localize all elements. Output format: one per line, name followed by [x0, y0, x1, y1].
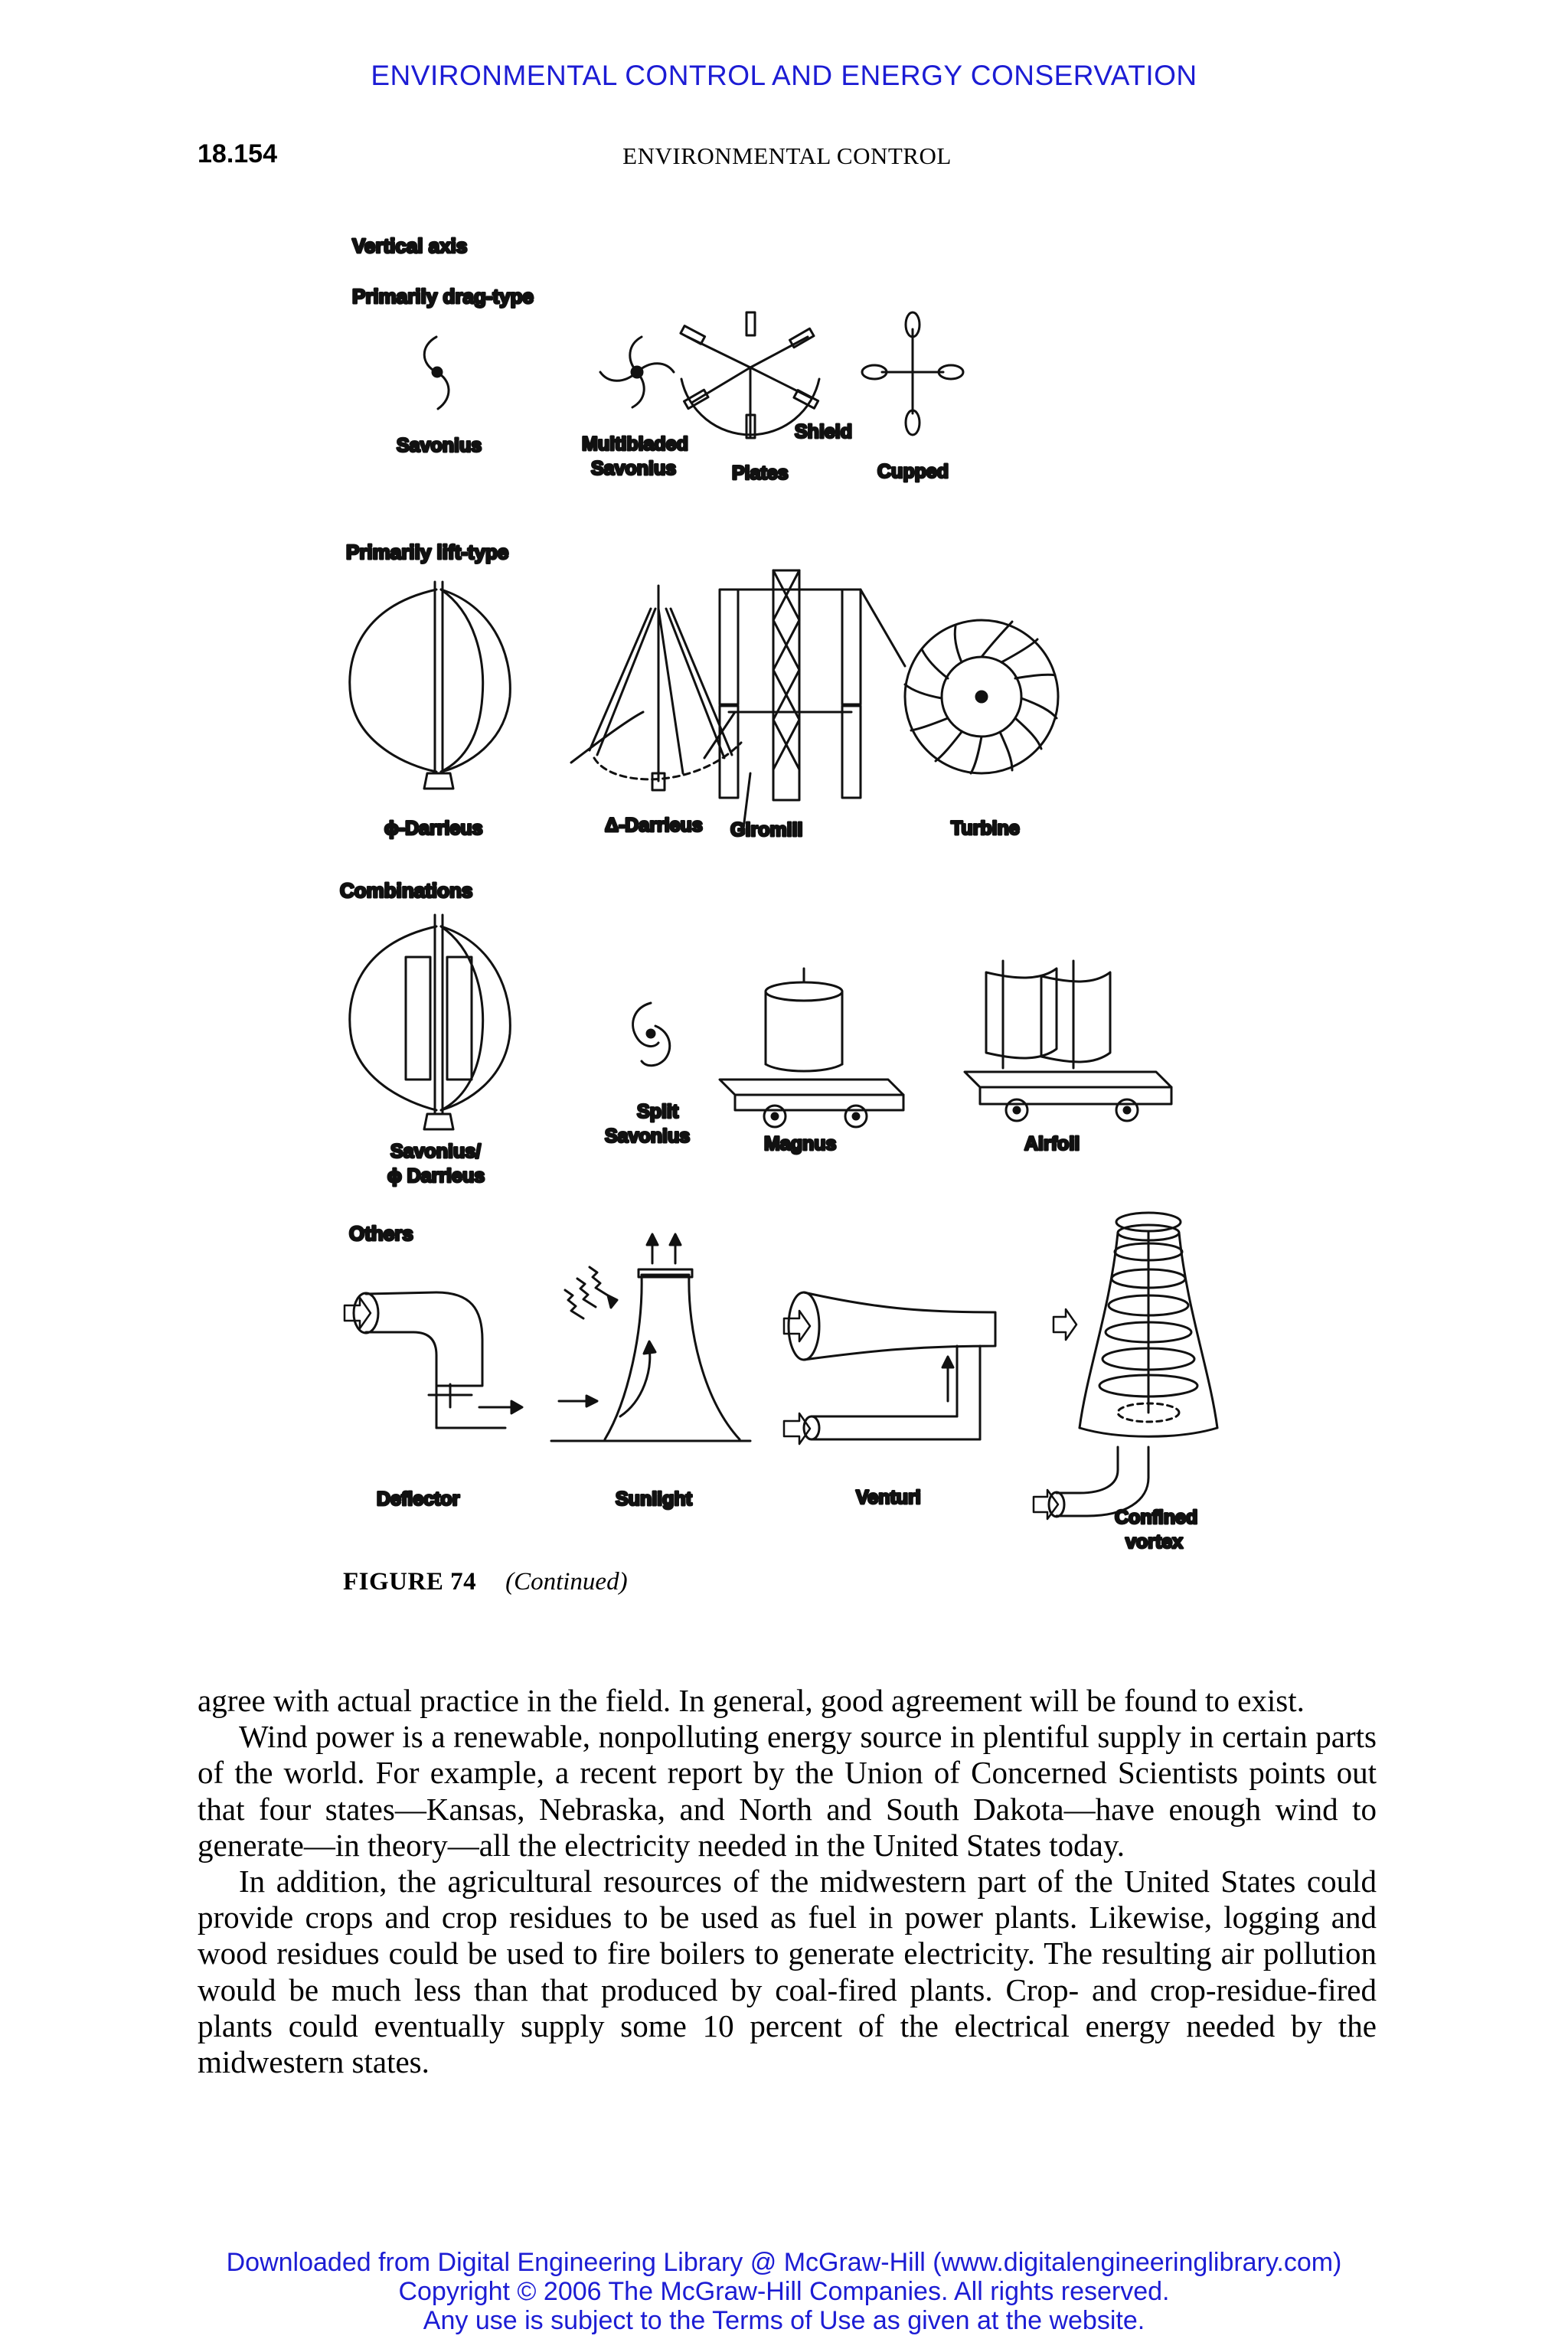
label-confined-1: Confined	[1115, 1507, 1198, 1528]
cupped-rotor	[862, 312, 963, 435]
phi-darrieus-rotor	[350, 582, 511, 789]
figure-label: FIGURE 74	[343, 1568, 477, 1596]
paragraph-3: In addition, the agricultural resources of the midwestern part of the United States could provide crops and crop residues to be used as fuel in power plants. Likewise, logging and wood residues could be used to fire boilers to generate electricity. The resulting air pollution would be much less than that produced by coal-fired plants. Crop- and crop-residue-fired plants could eventually supply some 10 percent of the electrical energy needed by the midwestern states.	[198, 1864, 1377, 2080]
multibladed-savonius-rotor	[600, 337, 674, 407]
label-phi-darrieus: ϕ-Darrieus	[384, 818, 483, 839]
label-airfoil: Airfoil	[1024, 1133, 1080, 1155]
wind-machines-diagram	[322, 222, 1271, 1570]
label-shield: Shield	[795, 421, 853, 443]
section-drag-type: Primarily drag-type	[352, 285, 534, 308]
running-head	[198, 139, 1377, 178]
label-turbine: Turbine	[951, 818, 1020, 839]
magnus-rotor	[720, 969, 903, 1127]
savonius-rotor	[424, 337, 449, 409]
label-confined-2: vortex	[1125, 1531, 1184, 1553]
label-delta-darrieus: Δ-Darrieus	[605, 815, 703, 836]
label-cupped: Cupped	[877, 461, 949, 482]
paragraph-1: agree with actual practice in the field. In general, good agreement will be found to exist.	[198, 1683, 1305, 1718]
confined-vortex-device	[1034, 1213, 1217, 1519]
figure-note: (Continued)	[505, 1568, 628, 1596]
label-split-1: Split	[637, 1101, 679, 1122]
footer	[0, 2248, 1568, 2335]
label-savonius-darrieus-2: ϕ Darrieus	[387, 1165, 485, 1187]
giromill-rotor	[704, 570, 905, 835]
label-sunlight: Sunlight	[616, 1488, 692, 1510]
label-deflector: Deflector	[377, 1488, 460, 1510]
section-others: Others	[349, 1222, 413, 1245]
turbine-rotor	[905, 620, 1058, 773]
top-banner: ENVIRONMENTAL CONTROL AND ENERGY CONSERVATION	[371, 60, 1197, 91]
page-number: 18.154	[198, 139, 277, 168]
label-split-2: Savonius	[605, 1125, 691, 1147]
sunlight-device	[551, 1234, 750, 1441]
section-combinations: Combinations	[340, 879, 473, 902]
label-multibladed-2: Savonius	[591, 458, 677, 479]
label-savonius-darrieus-1: Savonius/	[390, 1141, 482, 1162]
label-savonius: Savonius	[397, 435, 482, 456]
body-text	[198, 1683, 1377, 2080]
split-savonius-rotor	[633, 1003, 670, 1066]
label-giromill: Giromill	[730, 819, 803, 841]
footer-terms: Any use is subject to the Terms of Use as given at the website.	[423, 2306, 1145, 2335]
footer-copyright: Copyright © 2006 The McGraw-Hill Companies. All rights reserved.	[398, 2277, 1170, 2306]
delta-darrieus-rotor	[571, 586, 741, 790]
figure-caption	[343, 1568, 628, 1596]
section-lift-type: Primarily lift-type	[346, 541, 509, 564]
label-multibladed-1: Multibladed	[582, 433, 688, 455]
label-magnus: Magnus	[764, 1133, 837, 1155]
section-vertical-axis: Vertical axis	[352, 234, 468, 257]
airfoil-rotor	[965, 961, 1171, 1121]
plates-rotor	[681, 312, 819, 438]
deflector-device	[345, 1292, 522, 1428]
venturi-device	[784, 1292, 995, 1444]
savonius-darrieus-rotor	[350, 915, 511, 1129]
label-venturi: Venturi	[856, 1487, 921, 1508]
running-title: ENVIRONMENTAL CONTROL	[622, 142, 952, 169]
figure-74	[322, 222, 1271, 1570]
paragraph-2: Wind power is a renewable, nonpolluting energy source in plentiful supply in certain parts of the world. For example, a recent report by the Union of Concerned Scientists points out that four states—Kansas, Nebraska, and North and South Dakota—have enough wind to generate—in theory—all the electricity needed in the United States today.	[198, 1719, 1377, 1863]
footer-download-notice[interactable]: Downloaded from Digital Engineering Library @ McGraw-Hill (www.digitalengineeringlibrary.com)	[226, 2248, 1342, 2277]
label-plates: Plates	[732, 462, 789, 484]
